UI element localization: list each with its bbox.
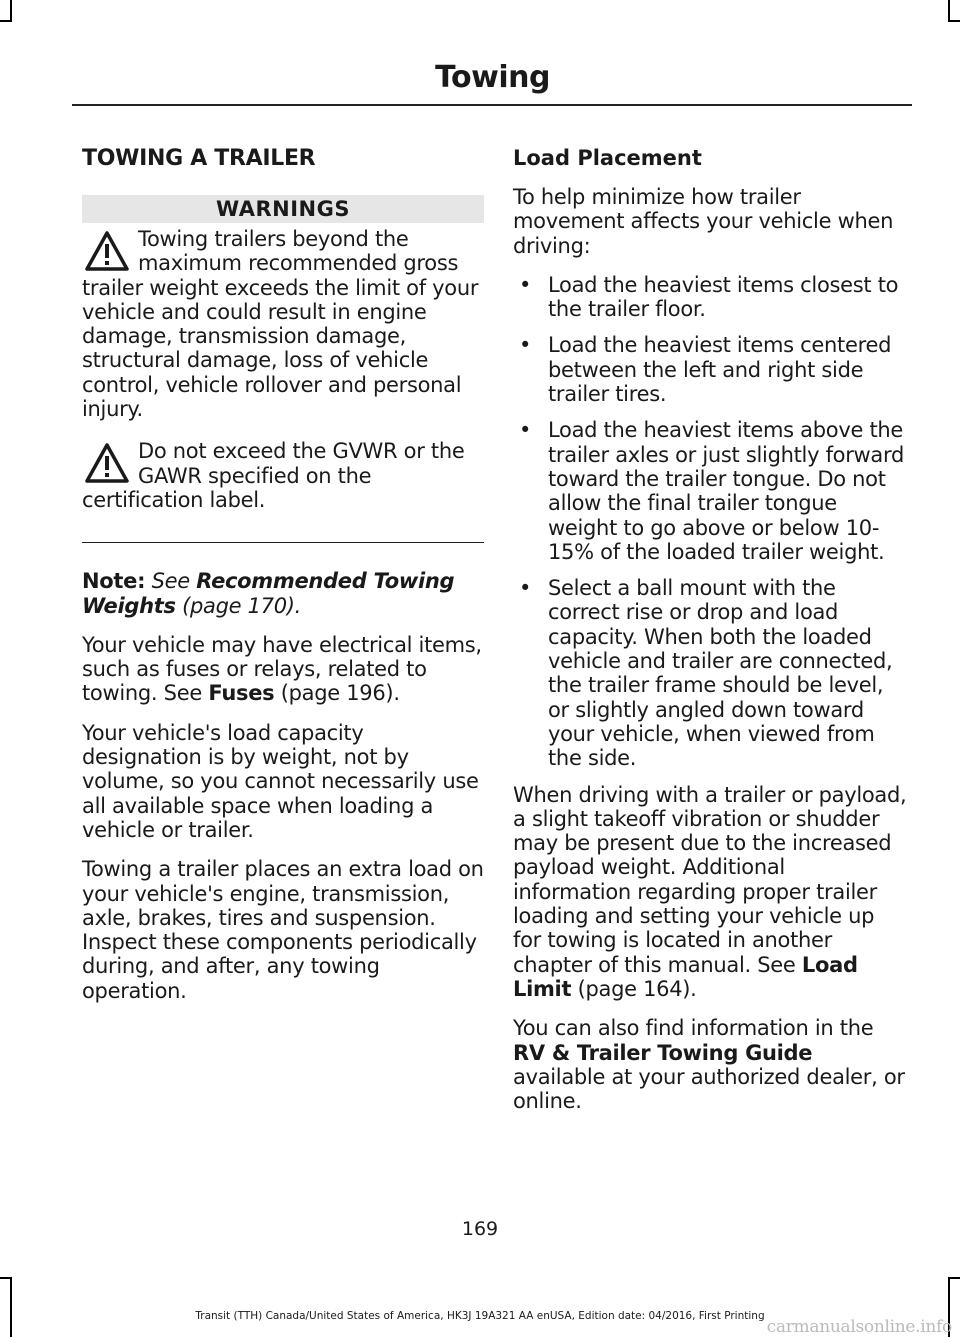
- paragraph-guide: [513, 1016, 908, 1113]
- crop-mark: [0, 1277, 12, 1279]
- list-item: [513, 273, 908, 322]
- page-ref: (page 164).: [577, 976, 697, 1001]
- warning-item: [82, 439, 484, 512]
- paragraph-vibration: [513, 783, 908, 1002]
- page-ref: (page 196).: [280, 681, 400, 706]
- paragraph-text: You can also find information in the: [513, 1016, 874, 1041]
- paragraph-fuses: [82, 633, 484, 706]
- bullet-icon: •: [519, 576, 532, 601]
- list-item-text: Load the heaviest items closest to the trailer floor.: [548, 272, 899, 322]
- left-column: [82, 146, 484, 1018]
- crop-mark: [0, 20, 12, 22]
- bullet-icon: •: [519, 333, 532, 358]
- note-page-ref: (page 170).: [182, 593, 302, 618]
- paragraph-text: available at your authorized dealer, or online.: [513, 1064, 905, 1114]
- paragraph-text: When driving with a trailer or payload, a slight takeoff vibration or shudder may be present due to the increased payload weight. Additional information regarding proper trailer loading and setting your vehicle up for towing is located in another chapter of this manual. See: [513, 782, 907, 977]
- warning-text: Towing trailers beyond the maximum recommended gross trailer weight exceeds the limit of your vehicle and could result in engine damage, transmission damage, structural damage, loss of vehicle control, vehicle rollover and personal injury.: [82, 227, 479, 422]
- list-item-text: Load the heaviest items centered between the left and right side trailer tires.: [548, 333, 892, 407]
- note-label: Note:: [82, 569, 146, 594]
- warning-item: [82, 227, 484, 421]
- crop-mark: [10, 0, 12, 20]
- bullet-list: [513, 273, 908, 771]
- paragraph-text: Your vehicle may have electrical items, such as fuses or relays, related to towing. See: [82, 632, 482, 706]
- header-rule: [72, 104, 912, 106]
- warnings-heading: WARNINGS: [82, 195, 484, 223]
- crop-mark: [948, 0, 950, 20]
- load-limit-link[interactable]: Load Limit: [513, 952, 858, 1001]
- note-see: See: [151, 569, 190, 594]
- fuses-link[interactable]: Fuses: [208, 681, 275, 706]
- paragraph-towing-load: Towing a trailer places an extra load on your vehicle's engine, transmission, axle, brakes, tires and suspension. Inspect these components periodically during, and after, any towing operation.: [82, 857, 484, 1003]
- crop-mark: [948, 1277, 960, 1279]
- warning-triangle-icon: [84, 229, 130, 273]
- subsection-title: Load Placement: [513, 146, 702, 170]
- page-number: 169: [461, 1218, 499, 1240]
- list-item-text: Select a ball mount with the correct rise or drop and load capacity. When both the loaded vehicle and trailer are connected, the trailer frame should be level, or slightly angled down toward your vehicle, when viewed from the side.: [548, 576, 893, 771]
- section-divider: [82, 542, 484, 543]
- crop-mark: [10, 1277, 12, 1337]
- crop-mark: [948, 20, 960, 22]
- paragraph-load-capacity: Your vehicle's load capacity designation is by weight, not by volume, so you cannot necessarily use all available space when loading a vehicle or trailer.: [82, 720, 479, 842]
- watermark: carmanualsonline.info: [766, 1317, 952, 1337]
- bullet-icon: •: [519, 272, 532, 297]
- section-title: TOWING A TRAILER: [82, 146, 316, 171]
- list-item-text: Load the heaviest items above the trailer axles or just slightly forward toward the trailer tongue. Do not allow the final trailer tongue weight to go above or below 10-15% of the loaded trailer weight.: [548, 418, 904, 564]
- page-header-title: Towing: [435, 60, 550, 95]
- note-paragraph: [82, 569, 484, 618]
- warning-triangle-icon: [84, 441, 130, 485]
- intro-paragraph: To help minimize how trailer movement affects your vehicle when driving:: [513, 185, 894, 258]
- list-item: [513, 333, 908, 406]
- note-link[interactable]: Recommended Towing Weights: [82, 569, 455, 618]
- list-item: [513, 576, 908, 770]
- footer-edition: Transit (TTH) Canada/United States of America, HK3J 19A321 AA enUSA, Edition date: 04/2016, First Printing: [195, 1310, 765, 1322]
- bullet-icon: •: [519, 418, 532, 443]
- towing-guide-link[interactable]: RV & Trailer Towing Guide: [513, 1040, 813, 1065]
- right-column: [513, 146, 908, 1128]
- list-item: [513, 418, 908, 564]
- warning-text: Do not exceed the GVWR or the GAWR specified on the certification label.: [82, 439, 465, 512]
